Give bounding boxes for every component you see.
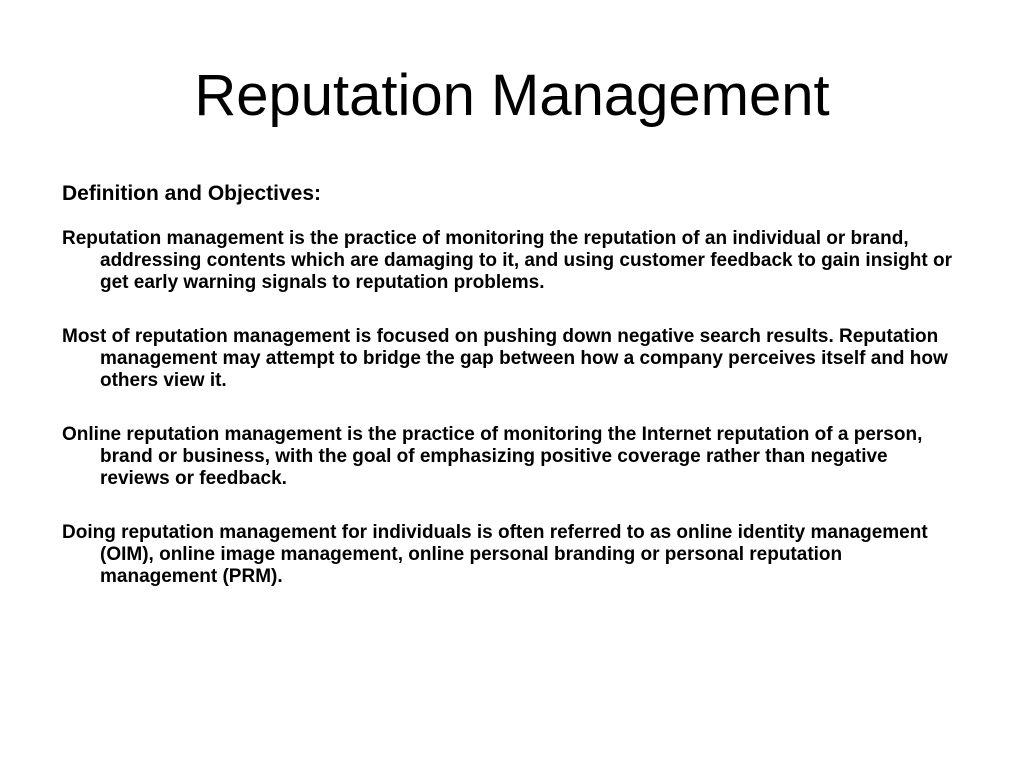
slide-title: Reputation Management [194, 63, 830, 128]
section-heading: Definition and Objectives: [62, 182, 322, 205]
paragraph-search-results: Most of reputation management is focused on pushing down negative search results. Reputation management may attempt to bridge the gap between how a company perceives itself and how others view it. [62, 326, 948, 391]
paragraph-definition: Reputation management is the practice of monitoring the reputation of an individual or brand, addressing contents which are damaging to it, and using customer feedback to gain insight or get early warning signals to reputation problems. [62, 228, 952, 293]
slide-content [62, 180, 962, 620]
paragraph-online-reputation: Online reputation management is the practice of monitoring the Internet reputation of a person, brand or business, with the goal of emphasizing positive coverage rather than negative reviews or feedback. [62, 424, 923, 489]
paragraph-individuals: Doing reputation management for individuals is often referred to as online identity management (OIM), online image management, online personal branding or personal reputation management (PRM). [62, 522, 928, 587]
